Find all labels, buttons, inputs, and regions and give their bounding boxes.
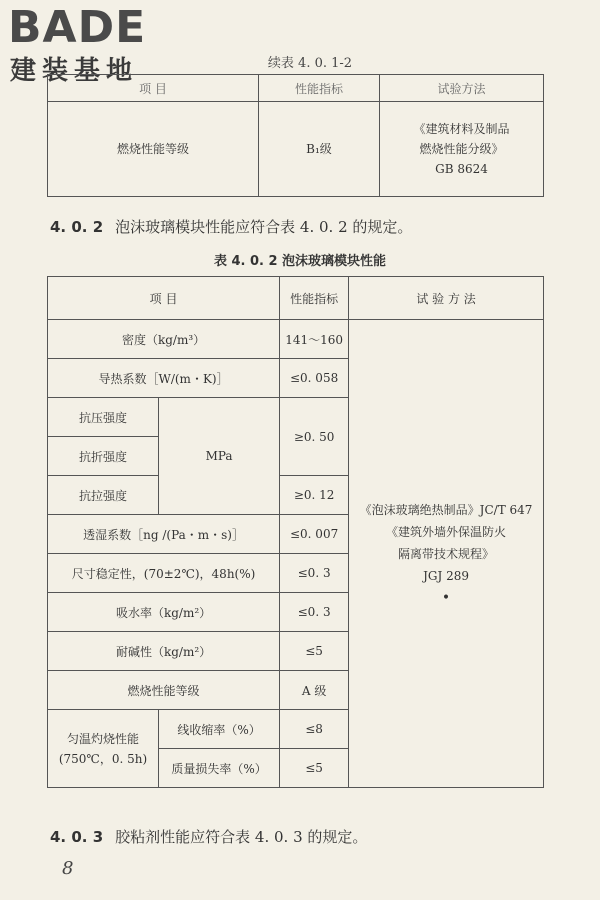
method-line: 《泡沫玻璃绝热制品》JC/T 647 [359, 502, 533, 517]
method-line: 燃烧性能分级》 [419, 142, 504, 156]
conductivity-label: 导热系数［W/(m・K)］ [48, 359, 280, 398]
strength-unit: MPa [159, 398, 280, 515]
section-number: 4. 0. 3 [50, 828, 104, 846]
strength-value: ≥0. 50 [280, 398, 349, 476]
row-method [380, 102, 544, 197]
tensile-value: ≥0. 12 [280, 476, 349, 515]
table-4-0-2 [47, 276, 544, 788]
table-4-0-1-2-continued [47, 74, 544, 197]
uniform-heating-title: 匀温灼烧性能 [66, 731, 139, 746]
method-line: 隔离带技术规程》 [398, 546, 495, 561]
compressive-label: 抗压强度 [48, 398, 159, 437]
method-line: GB 8624 [435, 162, 488, 176]
table-caption: 表 4. 0. 2 泡沫玻璃模块性能 [213, 254, 387, 269]
test-method [349, 320, 544, 788]
stability-value: ≤0. 3 [280, 554, 349, 593]
permeability-value: ≤0. 007 [280, 515, 349, 554]
mass-loss-value: ≤5 [280, 749, 349, 788]
section-4-0-3 [50, 826, 367, 847]
section-text: 胶粘剂性能应符合表 4. 0. 3 的规定。 [115, 828, 368, 846]
method-line: 《建筑外墙外保温防火 [386, 524, 507, 539]
mass-loss-label: 质量损失率（%） [159, 749, 280, 788]
conductivity-value: ≤0. 058 [280, 359, 349, 398]
permeability-label: 透湿系数［ng /(Pa・m・s)］ [48, 515, 280, 554]
section-4-0-2 [50, 216, 412, 237]
absorption-label: 吸水率（kg/m²） [48, 593, 280, 632]
alkali-value: ≤5 [280, 632, 349, 671]
stability-label: 尺寸稳定性，(70±2℃)，48h(%) [48, 554, 280, 593]
logo-wordmark: BADE [8, 2, 147, 53]
absorption-value: ≤0. 3 [280, 593, 349, 632]
continued-table-title: 续表 4. 0. 1-2 [267, 56, 353, 71]
header-item: 项 目 [48, 75, 259, 102]
section-text: 泡沫玻璃模块性能应符合表 4. 0. 2 的规定。 [115, 218, 413, 236]
uniform-heating-condition: (750℃，0. 5h) [58, 751, 148, 766]
alkali-label: 耐碱性（kg/m²） [48, 632, 280, 671]
header-item: 项 目 [48, 277, 280, 320]
header-performance: 性能指标 [259, 75, 380, 102]
method-line: JGJ 289 [423, 568, 470, 583]
density-label: 密度（kg/m³） [48, 320, 280, 359]
header-method: 试验方法 [380, 75, 544, 102]
row-item: 燃烧性能等级 [48, 102, 259, 197]
tensile-label: 抗拉强度 [48, 476, 159, 515]
section-number: 4. 0. 2 [50, 218, 104, 236]
header-performance: 性能指标 [280, 277, 349, 320]
header-method: 试 验 方 法 [349, 277, 544, 320]
row-value: B₁级 [259, 102, 380, 197]
uniform-heating-label [48, 710, 159, 788]
flexural-label: 抗折强度 [48, 437, 159, 476]
fire-rating-value: A 级 [280, 671, 349, 710]
logo-subtitle: 建装基地 [10, 56, 139, 86]
method-line: 《建筑材料及制品 [413, 122, 510, 136]
density-value: 141～160 [280, 320, 349, 359]
shrinkage-value: ≤8 [280, 710, 349, 749]
method-dot: • [441, 589, 451, 606]
shrinkage-label: 线收缩率（%） [159, 710, 280, 749]
fire-rating-label: 燃烧性能等级 [48, 671, 280, 710]
page-number: 8 [62, 858, 74, 879]
